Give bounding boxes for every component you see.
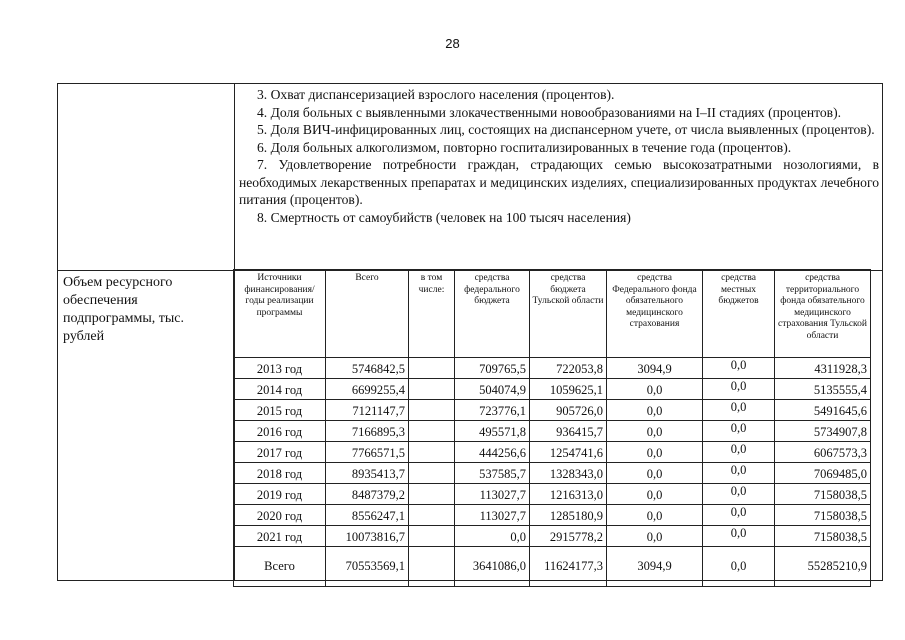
ffoms-cell: 3094,9 [607, 547, 703, 587]
federal-cell: 709765,5 [455, 358, 530, 379]
including-cell [409, 484, 455, 505]
tfoms-cell: 7069485,0 [775, 463, 871, 484]
local-cell: 0,0 [703, 379, 775, 400]
tfoms-cell: 7158038,5 [775, 526, 871, 547]
local-cell: 0,0 [703, 547, 775, 587]
local-cell: 0,0 [703, 358, 775, 379]
table-row [234, 442, 871, 463]
year-cell: 2019 год [234, 484, 326, 505]
regional-cell: 1285180,9 [530, 505, 607, 526]
total-cell: 8935413,7 [326, 463, 409, 484]
table-row [234, 484, 871, 505]
table-row [234, 463, 871, 484]
regional-cell: 11624177,3 [530, 547, 607, 587]
table-row [234, 358, 871, 379]
ffoms-cell: 0,0 [607, 421, 703, 442]
header-tfoms: средства территориального фонда обязательного медицинского страхования Тульской области [775, 270, 871, 358]
including-cell [409, 379, 455, 400]
total-cell: 70553569,1 [326, 547, 409, 587]
federal-cell: 3641086,0 [455, 547, 530, 587]
tfoms-cell: 7158038,5 [775, 505, 871, 526]
indicator-item: 8. Смертность от самоубийств (человек на 100 тысяч населения) [257, 209, 631, 225]
indicator-item: 7. Удовлетворение потребности граждан, страдающих семью высокозатратными нозологиями, в необходимых лекарственных препаратах и медицинских изделиях, специализированных продуктах лечебного питания (процентов). [239, 157, 879, 207]
year-cell: 2015 год [234, 400, 326, 421]
header-federal: средства федерального бюджета [455, 270, 530, 358]
table-row [234, 505, 871, 526]
page-number: 28 [445, 36, 460, 51]
regional-cell: 2915778,2 [530, 526, 607, 547]
tfoms-cell: 4311928,3 [775, 358, 871, 379]
ffoms-cell: 0,0 [607, 442, 703, 463]
federal-cell: 444256,6 [455, 442, 530, 463]
year-cell: 2014 год [234, 379, 326, 400]
ffoms-cell: 3094,9 [607, 358, 703, 379]
local-cell: 0,0 [703, 421, 775, 442]
table-row [234, 526, 871, 547]
total-cell: 7766571,5 [326, 442, 409, 463]
including-cell [409, 358, 455, 379]
year-cell: 2021 год [234, 526, 326, 547]
header-including: в том числе: [409, 270, 455, 358]
regional-cell: 1059625,1 [530, 379, 607, 400]
resource-section-label: Объем ресурсного обеспечения подпрограммы, тыс. рублей [63, 275, 185, 344]
total-cell: 8487379,2 [326, 484, 409, 505]
total-cell: 6699255,4 [326, 379, 409, 400]
federal-cell: 537585,7 [455, 463, 530, 484]
indicator-item: 5. Доля ВИЧ-инфицированных лиц, состоящих на диспансерном учете, от числа выявленных (процентов). [257, 122, 875, 137]
year-cell: 2013 год [234, 358, 326, 379]
indicator-item: 3. Охват диспансеризацией взрослого населения (процентов). [257, 87, 615, 102]
total-row [234, 547, 871, 587]
including-cell [409, 547, 455, 587]
local-cell: 0,0 [703, 463, 775, 484]
table-row [234, 400, 871, 421]
table-row [234, 421, 871, 442]
total-cell: 7166895,3 [326, 421, 409, 442]
header-total: Всего [326, 270, 409, 358]
tfoms-cell: 6067573,3 [775, 442, 871, 463]
federal-cell: 0,0 [455, 526, 530, 547]
federal-cell: 504074,9 [455, 379, 530, 400]
regional-cell: 905726,0 [530, 400, 607, 421]
year-cell: Всего [234, 547, 326, 587]
ffoms-cell: 0,0 [607, 400, 703, 421]
regional-cell: 1254741,6 [530, 442, 607, 463]
regional-cell: 1328343,0 [530, 463, 607, 484]
local-cell: 0,0 [703, 484, 775, 505]
including-cell [409, 463, 455, 484]
total-cell: 8556247,1 [326, 505, 409, 526]
tfoms-cell: 55285210,9 [775, 547, 871, 587]
tfoms-cell: 5135555,4 [775, 379, 871, 400]
federal-cell: 495571,8 [455, 421, 530, 442]
table-row [234, 379, 871, 400]
target-indicators-list [239, 86, 879, 226]
local-cell: 0,0 [703, 526, 775, 547]
ffoms-cell: 0,0 [607, 484, 703, 505]
local-cell: 0,0 [703, 505, 775, 526]
federal-cell: 113027,7 [455, 484, 530, 505]
year-cell: 2020 год [234, 505, 326, 526]
table-header-row [234, 270, 871, 358]
including-cell [409, 400, 455, 421]
ffoms-cell: 0,0 [607, 526, 703, 547]
regional-cell: 1216313,0 [530, 484, 607, 505]
federal-cell: 723776,1 [455, 400, 530, 421]
header-ffoms: средства Федерального фонда обязательного медицинского страхования [607, 270, 703, 358]
regional-cell: 936415,7 [530, 421, 607, 442]
including-cell [409, 421, 455, 442]
including-cell [409, 526, 455, 547]
year-cell: 2016 год [234, 421, 326, 442]
tfoms-cell: 5734907,8 [775, 421, 871, 442]
federal-cell: 113027,7 [455, 505, 530, 526]
year-cell: 2017 год [234, 442, 326, 463]
ffoms-cell: 0,0 [607, 505, 703, 526]
year-cell: 2018 год [234, 463, 326, 484]
header-local: средства местных бюджетов [703, 270, 775, 358]
including-cell [409, 442, 455, 463]
ffoms-cell: 0,0 [607, 379, 703, 400]
including-cell [409, 505, 455, 526]
total-cell: 5746842,5 [326, 358, 409, 379]
tfoms-cell: 5491645,6 [775, 400, 871, 421]
regional-cell: 722053,8 [530, 358, 607, 379]
indicator-item: 4. Доля больных с выявленными злокачественными новообразованиями на I–II стадиях (процентов). [257, 104, 841, 120]
total-cell: 10073816,7 [326, 526, 409, 547]
financing-table [233, 269, 871, 587]
tfoms-cell: 7158038,5 [775, 484, 871, 505]
header-regional: средства бюджета Тульской области [530, 270, 607, 358]
local-cell: 0,0 [703, 442, 775, 463]
local-cell: 0,0 [703, 400, 775, 421]
indicator-item: 6. Доля больных алкоголизмом, повторно госпитализированных в течение года (процентов). [257, 139, 792, 155]
header-sources: Источники финансирования/ годы реализации программы [234, 270, 326, 358]
ffoms-cell: 0,0 [607, 463, 703, 484]
total-cell: 7121147,7 [326, 400, 409, 421]
